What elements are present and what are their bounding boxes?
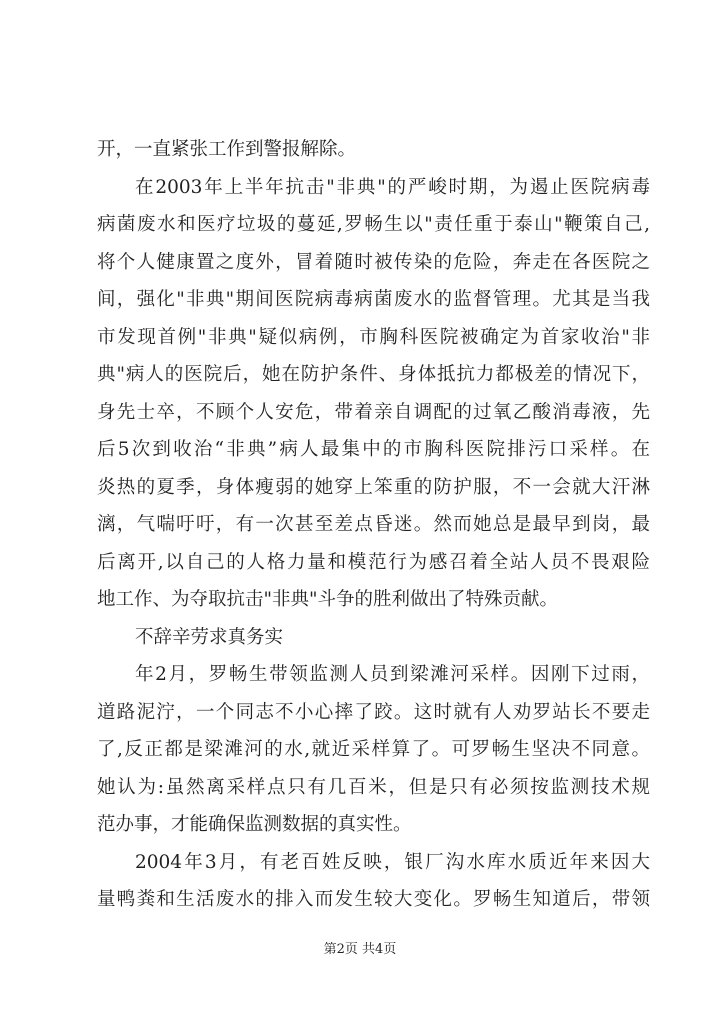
text-line: 年2月，罗畅生带领监测人员到梁滩河采样。因刚下过雨， (135, 664, 650, 685)
text-line: 不辞辛劳求真务实 (135, 626, 284, 648)
text-line: 地工作、为夺取抗击"非典"斗争的胜利做出了特殊贡献。 (97, 589, 559, 610)
text-line: 病菌废水和医疗垃圾的蔓延,罗畅生以"责任重于泰山"鞭策自己, (97, 214, 650, 235)
text-line: 间，强化"非典"期间医院病毒病菌废水的监督管理。尤其是当我 (97, 289, 650, 310)
text-line: 后离开,以自己的人格力量和模范行为感召着全站人员不畏艰险 (97, 551, 650, 573)
text-line: 炎热的夏季，身体瘦弱的她穿上笨重的防护服，不一会就大汗淋 (97, 476, 650, 498)
text-line: 在2003年上半年抗击"非典"的严峻时期，为遏止医院病毒 (135, 176, 650, 198)
text-line: 量鸭粪和生活废水的排入而发生较大变化。罗畅生知道后，带领 (97, 889, 650, 910)
text-line: 道路泥泞，一个同志不小心摔了跤。这时就有人劝罗站长不要走 (97, 701, 650, 723)
text-line: 了,反正都是梁滩河的水,就近采样算了。可罗畅生坚决不同意。 (97, 739, 650, 760)
text-line: 身先士卒，不顾个人安危，带着亲自调配的过氧乙酸消毒液，先 (97, 401, 650, 423)
text-line: 范办事，才能确保监测数据的真实性。 (97, 814, 412, 835)
text-line: 后5次到收治“非典”病人最集中的市胸科医院排污口采样。在 (97, 439, 650, 460)
text-line: 2004年3月，有老百姓反映，银厂沟水库水质近年来因大 (135, 851, 650, 873)
text-line: 市发现首例"非典"疑似病例，市胸科医院被确定为首家收治"非 (97, 326, 650, 348)
page-footer: 第2页 共4页 (323, 942, 397, 957)
text-line: 她认为:虽然离采样点只有几百米，但是只有必须按监测技术规 (97, 776, 650, 798)
text-line: 典"病人的医院后，她在防护条件、身体抵抗力都极差的情况下， (97, 364, 650, 385)
text-line: 将个人健康置之度外，冒着随时被传染的危险，奔走在各医院之 (97, 251, 650, 273)
text-line: 漓，气喘吁吁，有一次甚至差点昏迷。然而她总是最早到岗，最 (97, 514, 650, 535)
text-line: 开，一直紧张工作到警报解除。 (97, 139, 357, 160)
